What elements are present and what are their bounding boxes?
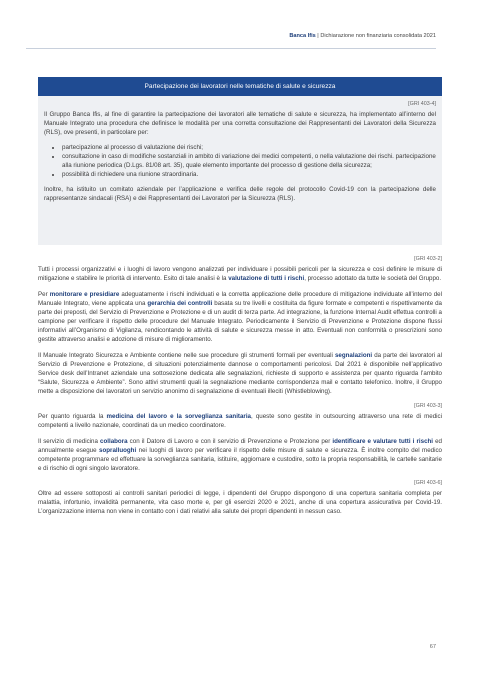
list-item: • consultazione in caso di modifiche sostanziali in ambito di variazione dei medici competenti, o nella valutazione dei rischi. partecipazione alla riunione periodica (D.Lgs. 81/08 art. 35), quale elemento importante del processo di gestione della sicurezza; <box>62 152 436 170</box>
paragraph: Per monitorare e presidiare adeguatamente i rischi individuati e la corretta applicazione delle procedure di mitigazione individuate all’interno del Manuale Integrato, viene applicata una gerarchia dei controlli basata su tre livelli e costituita da figure formate e competenti e rispettivamente da parte dei preposti, del Servizio di Prevenzione e Protezione e di un audit di terza parte. Ad integrazione, la funzione Internal Audit effettua controlli a campione per verificare il rispetto delle procedure del Manuale Integrato. Periodicamente il Servizio di Prevenzione e Protezione dispone flussi informativi all’Organismo di Vigilanza, rendicontando le attività di salute e sicurezza messe in atto. Eventuali non conformità o prescrizioni sono gestite attraverso analisi e adozione di misure di miglioramento. <box>38 291 442 343</box>
company-name: Banca Ifis <box>289 33 316 39</box>
paragraph: Per quanto riguarda la medicina del lavoro e la sorveglianza sanitaria, queste sono gestite in outsourcing attraverso una rete di medici competenti a livello nazionale, coordinati da un medico coordinatore. <box>38 413 442 429</box>
paragraph: Il Manuale Integrato Sicurezza e Ambiente contiene nelle sue procedure gli strumenti formali per eventuali segnalazioni da parte dei lavoratori al Servizio di Prevenzione e Protezione, di situazioni potenzialmente dannose o comportamenti pericolosi. Dal 2021 è disponibile nell’applicativo Service desk dell’Intranet aziendale una sottosezione dedicata alle segnalazioni, richieste di supporto e assistenza per quanto riguarda l’ambito “Salute, Sicurezza e Ambiente”. Sono attivi strumenti quali la segnalazione mediante corrispondenza mail e contatto telefonico. Inoltre, il Gruppo mette a disposizione dei lavoratori un servizio anonimo di segnalazione di eventuali illeciti (Whistleblowing). <box>38 352 442 395</box>
info-box-list <box>38 143 442 179</box>
paragraph: Tutti i processi organizzativi e i luoghi di lavoro vengono analizzati per individuare i possibili pericoli per la sicurezza e così definire le misure di mitigazione e stabilire le priorità di intervento. Esito di tale analisi è la valutazione di tutti i rischi, processo adottato da tutte le società del Gruppo. <box>38 266 442 282</box>
list-item: • partecipazione al processo di valutazione dei rischi; <box>62 143 436 152</box>
info-box <box>38 77 442 245</box>
running-header <box>289 33 436 39</box>
main-content <box>38 256 442 523</box>
info-box-intro: Il Gruppo Banca Ifis, al fine di garantire la partecipazione dei lavoratori alle tematiche di salute e sicurezza, ha implementato all’interno del Manuale Integrato una procedura che definisce le modalità per una corretta consultazione dei Rappresentanti dei Lavoratori della Sicurezza (RLS), ove presenti, in particolare per: <box>44 111 436 136</box>
gri-tag: [GRI 403-6] <box>414 480 442 486</box>
gri-tag: [GRI 403-2] <box>414 256 442 262</box>
document-title: Dichiarazione non finanziaria consolidata 2021 <box>320 33 436 39</box>
paragraph: Il servizio di medicina collabora con il Datore di Lavoro e con il servizio di Prevenzione e Protezione per identificare e valutare tutti i rischi ed annualmente esegue sopralluoghi nei luoghi di lavoro per verificare il rispetto delle misure di salute e sicurezza. È inoltre compito del medico competente programmare ed effettuare la sorveglianza sanitaria, istituire, aggiornare e custodire, sotto la propria responsabilità, le cartelle sanitarie e di rischio di ogni singolo lavoratore. <box>38 438 442 472</box>
header-divider <box>26 48 436 49</box>
info-box-outro: Inoltre, ha istituito un comitato aziendale per l’applicazione e verifica delle regole del protocollo Covid-19 con la partecipazione delle rappresentanze sindacali (RSA) e dei Rappresentanti dei Lavoratori per la Sicurezza (RLS). <box>44 186 436 202</box>
list-item: • possibilità di richiedere una riunione straordinaria. <box>62 170 436 179</box>
gri-tag: [GRI 403-4] <box>408 101 436 107</box>
gri-tag: [GRI 403-3] <box>414 403 442 409</box>
header-separator: | <box>315 33 321 39</box>
page-number: 67 <box>429 644 436 650</box>
paragraph: Oltre ad essere sottoposti ai controlli sanitari periodici di legge, i dipendenti del Gruppo dispongono di una copertura sanitaria completa per malattia, infortunio, invalidità permanente, vita caso morte e, per gli esercizi 2020 e 2021, anche di una copertura assicurativa per Covid-19. L’organizzazione interna non viene in contatto con i dati relativi alla salute dei propri dipendenti in nessun caso. <box>38 490 442 515</box>
info-box-title: Partecipazione dei lavoratori nelle tematiche di salute e sicurezza <box>38 77 442 96</box>
